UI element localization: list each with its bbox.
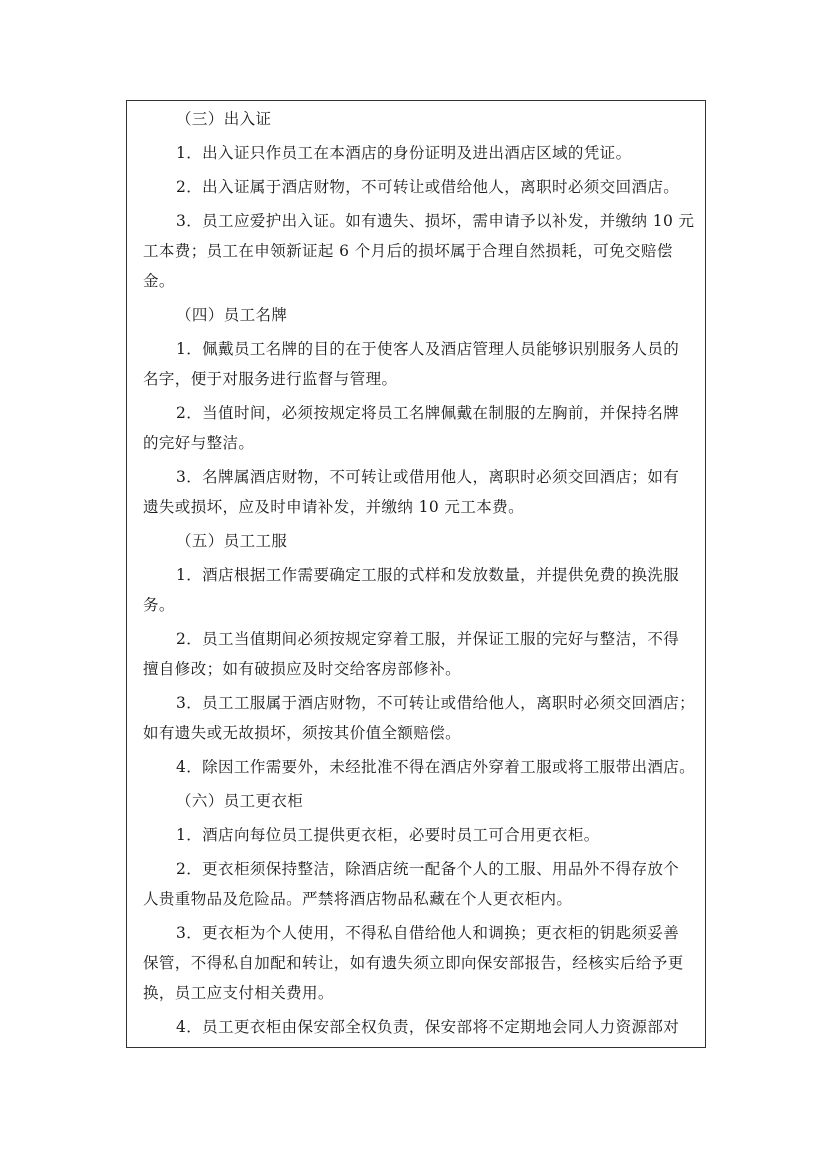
paragraph	[143, 1012, 691, 1042]
paragraph-line: 的完好与整洁。	[143, 434, 255, 452]
paragraph-line: 4．除因工作需要外，未经批准不得在酒店外穿着工服或将工服带出酒店。	[176, 758, 696, 776]
paragraph-line: 2．员工当值期间必须按规定穿着工服，并保证工服的完好与整洁，不得	[176, 630, 680, 648]
paragraph-line: 1．佩戴员工名牌的目的在于使客人及酒店管理人员能够识别服务人员的	[176, 340, 680, 358]
paragraph-line: 3．员工工服属于酒店财物，不可转让或借给他人，离职时必须交回酒店；	[176, 694, 696, 712]
paragraph-line: 擅自修改；如有破损应及时交给客房部修补。	[143, 660, 462, 678]
paragraph	[143, 688, 696, 748]
paragraph-line: 2．更衣柜须保持整洁，除酒店统一配备个人的工服、用品外不得存放个	[176, 860, 680, 878]
paragraph	[143, 560, 691, 620]
paragraph	[143, 398, 691, 458]
paragraph-line: 1．出入证只作员工在本酒店的身份证明及进出酒店区域的凭证。	[176, 144, 632, 162]
paragraph-line: 2．当值时间，必须按规定将员工名牌佩戴在制服的左胸前，并保持名牌	[176, 404, 680, 422]
section-heading: （五）员工工服	[176, 532, 288, 550]
paragraph	[143, 854, 691, 914]
paragraph	[143, 820, 691, 850]
paragraph	[143, 206, 695, 296]
paragraph-line: 3．员工应爱护出入证。如有遗失、损坏，需申请予以补发，并缴纳 10 元	[176, 212, 695, 230]
paragraph-line: 4．员工更衣柜由保安部全权负责，保安部将不定期地会同人力资源部对	[176, 1018, 680, 1036]
paragraph-line: 如有遗失或无故损坏，须按其价值全额赔偿。	[143, 724, 462, 742]
paragraph-line: 换，员工应支付相关费用。	[143, 984, 334, 1002]
paragraph-line: 工本费；员工在申领新证起 6 个月后的损坏属于合理自然损耗，可免交赔偿	[143, 242, 673, 260]
paragraph	[143, 918, 691, 1008]
paragraph-line: 1．酒店根据工作需要确定工服的式样和发放数量，并提供免费的换洗服	[176, 566, 680, 584]
section-heading: （三）出入证	[176, 110, 272, 128]
paragraph-line: 3．更衣柜为个人使用，不得私自借给他人和调换；更衣柜的钥匙须妥善	[176, 924, 680, 942]
paragraph	[143, 752, 696, 782]
paragraph-line: 2．出入证属于酒店财物，不可转让或借给他人，离职时必须交回酒店。	[176, 178, 680, 196]
paragraph-line: 金。	[143, 272, 175, 290]
paragraph-line: 保管，不得私自加配和转让，如有遗失须立即向保安部报告，经核实后给予更	[143, 954, 684, 972]
paragraph	[143, 138, 691, 168]
section-heading: （四）员工名牌	[176, 306, 288, 324]
paragraph	[143, 624, 691, 684]
paragraph-line: 3．名牌属酒店财物，不可转让或借用他人，离职时必须交回酒店；如有	[176, 468, 680, 486]
paragraph	[143, 172, 691, 202]
paragraph-line: 遗失或损坏，应及时申请补发，并缴纳 10 元工本费。	[143, 498, 524, 516]
section-heading: （六）员工更衣柜	[176, 792, 304, 810]
paragraph-line: 名字，便于对服务进行监督与管理。	[143, 370, 398, 388]
paragraph-line: 1．酒店向每位员工提供更衣柜，必要时员工可合用更衣柜。	[176, 826, 600, 844]
paragraph	[143, 334, 691, 394]
paragraph	[143, 462, 691, 522]
paragraph-line: 务。	[143, 596, 175, 614]
document-body	[143, 104, 696, 1046]
document-frame	[126, 100, 706, 1048]
paragraph-line: 人贵重物品及危险品。严禁将酒店物品私藏在个人更衣柜内。	[143, 890, 573, 908]
